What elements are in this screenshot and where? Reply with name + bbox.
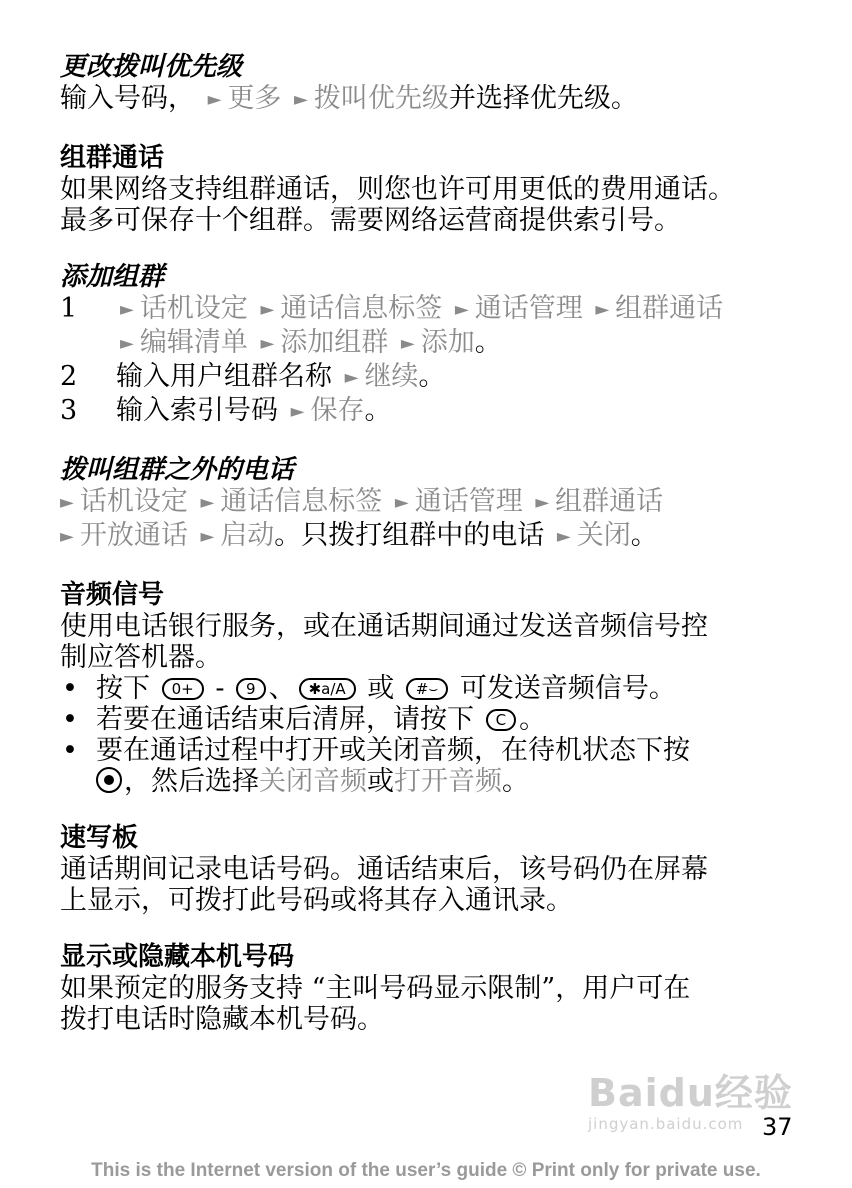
step-1	[60, 293, 800, 327]
section-title-add-group: 添加组群	[60, 262, 165, 292]
text: 并选择优先级。	[448, 83, 638, 114]
text: 、	[268, 673, 296, 704]
step-3	[60, 395, 800, 429]
arrow-right-icon: ►	[200, 526, 215, 547]
step-text	[116, 361, 445, 395]
section-title-notepad: 速写板	[60, 823, 139, 853]
text: -	[215, 673, 225, 704]
menu-path-line	[60, 520, 800, 554]
text: 或	[367, 766, 394, 797]
arrow-right-icon: ►	[200, 492, 215, 513]
section-title-show-hide-number: 显示或隐藏本机号码	[60, 942, 295, 972]
joystick-center-icon	[96, 767, 122, 793]
paragraph-line: 上显示，可拨打此号码或将其存入通讯录。	[60, 885, 573, 916]
text: 。	[418, 361, 446, 392]
menu-path-item: 启动	[220, 520, 275, 551]
text: 可发送音频信号。	[459, 673, 676, 704]
menu-path-item: 添加组群	[280, 327, 389, 358]
text: 。	[502, 766, 529, 797]
text: 或	[367, 673, 395, 704]
key-hash-icon: #⌣	[406, 678, 448, 700]
text: 按下	[96, 673, 150, 704]
text: 输入用户组群名称	[116, 361, 332, 392]
menu-path-item: 保存	[310, 395, 365, 426]
bullet-text	[96, 673, 676, 704]
menu-path-item: 组群通话	[615, 293, 724, 324]
menu-path-line	[60, 486, 800, 520]
paragraph	[60, 83, 800, 117]
step-2	[60, 361, 800, 395]
menu-path-item: 组群通话	[555, 486, 664, 517]
menu-path-item: 通话管理	[414, 486, 523, 517]
paragraph-line: 最多可保存十个组群。需要网络运营商提供索引号。	[60, 205, 681, 236]
text: 。	[630, 520, 658, 551]
paragraph-line: 拨打电话时隐藏本机号码。	[60, 1004, 384, 1035]
arrow-right-icon: ►	[120, 299, 134, 320]
step-text	[116, 327, 502, 361]
menu-path-item: 关闭	[576, 520, 631, 551]
page-content	[60, 52, 800, 1035]
menu-path-item: 拨叫优先级	[313, 83, 449, 114]
arrow-right-icon: ►	[454, 299, 469, 320]
step-text	[116, 293, 723, 327]
menu-path-item: 通话管理	[474, 293, 583, 324]
bullet-text	[96, 735, 690, 797]
key-c-icon: C	[486, 709, 516, 731]
text: 输入索引号码	[116, 395, 278, 426]
bullet-text	[96, 704, 546, 735]
text: ，然后选择	[124, 766, 259, 797]
text: 。	[474, 327, 502, 358]
arrow-right-icon: ►	[60, 526, 74, 547]
bullet-item	[60, 704, 800, 735]
arrow-right-icon: ►	[60, 492, 74, 513]
menu-path-item: 话机设定	[79, 486, 188, 517]
step-number: 1	[60, 293, 78, 324]
footer-notice: This is the Internet version of the user’s guide © Print only for private use.	[91, 1160, 761, 1181]
menu-path-item: 编辑清单	[139, 327, 248, 358]
arrow-right-icon: ►	[290, 401, 305, 422]
arrow-right-icon: ►	[260, 299, 275, 320]
text: 。只拨打组群中的电话	[274, 520, 545, 551]
page-number: 37	[762, 1113, 793, 1141]
bullet-item	[60, 735, 800, 797]
text: 。	[364, 395, 392, 426]
menu-path-item: 更多	[227, 83, 282, 114]
arrow-right-icon: ►	[394, 492, 409, 513]
menu-path-item: 通话信息标签	[280, 293, 443, 324]
step-1-continued	[60, 327, 800, 361]
section-title-change-priority: 更改拨叫优先级	[60, 52, 243, 82]
section-title-tone-signals: 音频信号	[60, 580, 165, 610]
paragraph-line: 使用电话银行服务，或在通话期间通过发送音频信号控	[60, 611, 708, 642]
text: 若要在通话结束后清屏，请按下	[96, 704, 474, 735]
menu-path-item: 添加	[420, 327, 475, 358]
menu-path-item: 继续	[364, 361, 419, 392]
paragraph-line: 如果预定的服务支持 “主叫号码显示限制”，用户可在	[60, 973, 691, 1004]
bullet-icon: •	[62, 673, 78, 704]
arrow-right-icon: ►	[400, 333, 415, 354]
text: 。	[519, 704, 547, 735]
bullet-icon: •	[62, 735, 78, 766]
key-9-icon: 9	[236, 678, 266, 700]
arrow-right-icon: ►	[260, 333, 275, 354]
step-number: 2	[60, 361, 78, 392]
paragraph-line: 制应答机器。	[60, 642, 222, 673]
bullet-text-line	[96, 766, 690, 797]
menu-path-item: 通话信息标签	[220, 486, 383, 517]
bullet-icon: •	[62, 704, 78, 735]
arrow-right-icon: ►	[595, 299, 610, 320]
arrow-right-icon: ►	[294, 89, 308, 110]
paragraph-line: 如果网络支持组群通话，则您也许可用更低的费用通话。	[60, 174, 735, 205]
step-number: 3	[60, 395, 78, 426]
watermark-logo: Baidu经验	[588, 1071, 793, 1115]
arrow-right-icon: ►	[556, 526, 571, 547]
arrow-right-icon: ►	[120, 333, 134, 354]
menu-path-item: 开放通话	[79, 520, 188, 551]
text: 输入号码，	[60, 83, 195, 114]
arrow-right-icon: ►	[344, 367, 359, 388]
menu-path-item: 关闭音频	[259, 766, 367, 797]
menu-path-item: 打开音频	[394, 766, 502, 797]
section-title-group-call: 组群通话	[60, 143, 165, 173]
menu-path-item: 话机设定	[139, 293, 248, 324]
watermark-url: jingyan.baidu.com	[588, 1115, 744, 1133]
arrow-right-icon: ►	[207, 89, 222, 110]
text: 要在通话过程中打开或关闭音频，在待机状态下按	[96, 735, 690, 766]
arrow-right-icon: ►	[535, 492, 550, 513]
section-title-call-outside-group: 拨叫组群之外的电话	[60, 455, 295, 485]
paragraph-line: 通话期间记录电话号码。通话结束后，该号码仍在屏幕	[60, 854, 708, 885]
bullet-item	[60, 673, 800, 704]
step-text	[116, 395, 391, 429]
key-0-icon: 0+	[162, 678, 204, 700]
key-star-icon: ✱a/A	[299, 678, 356, 700]
